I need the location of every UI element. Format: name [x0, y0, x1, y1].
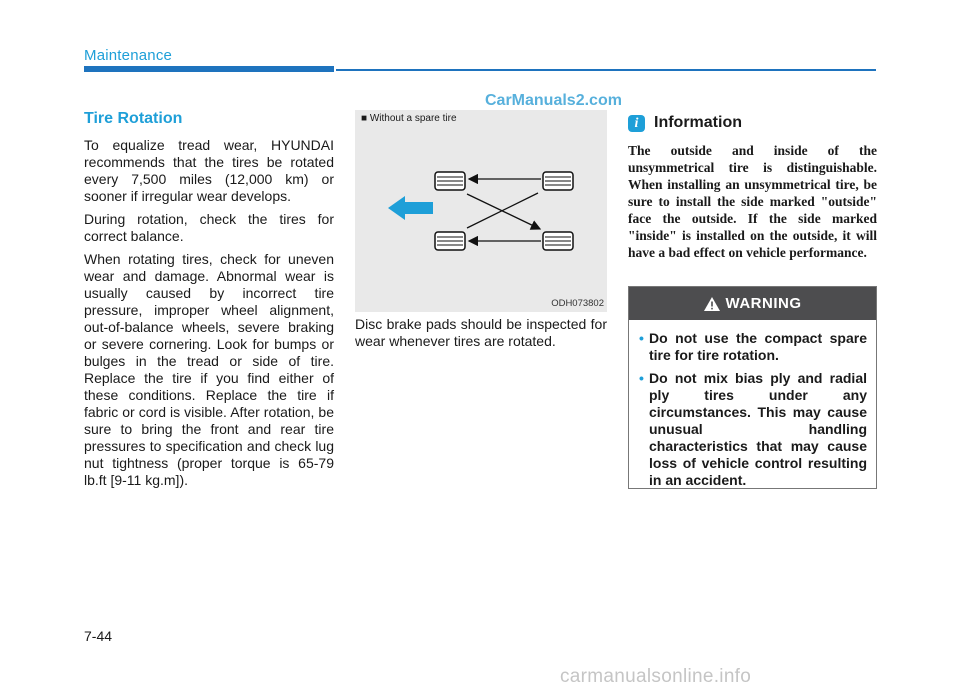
- warning-list: [629, 320, 876, 489]
- warning-label: WARNING: [725, 295, 802, 312]
- information-header: [628, 114, 877, 132]
- warning-item-text: Do not use the compact spare tire for tire rotation.: [649, 330, 867, 363]
- header-bar: [84, 66, 334, 72]
- bullet-icon: •: [639, 370, 644, 386]
- tire-rotation-diagram: [355, 110, 607, 312]
- tire-rear-right-icon: [543, 232, 573, 250]
- tire-rear-left-icon: [543, 172, 573, 190]
- bullet-icon: •: [639, 330, 644, 346]
- info-icon: i: [628, 115, 645, 132]
- warning-header: [629, 287, 876, 320]
- direction-arrow-icon: [388, 196, 433, 220]
- watermark-logo: CarManuals2.com: [485, 92, 622, 109]
- tire-rotation-paragraph-1: To equalize tread wear, HYUNDAI recommends that the tires be rotated every 7,500 miles (12,000 km) or sooner if irregular wear develops.: [84, 137, 334, 204]
- header-rule: [336, 69, 876, 71]
- information-title: Information: [654, 114, 742, 131]
- information-section: [628, 114, 877, 261]
- tire-rotation-paragraph-2: During rotation, check the tires for correct balance.: [84, 211, 334, 244]
- tire-rotation-section: [84, 110, 334, 495]
- warning-item-text: Do not mix bias ply and radial ply tires under any circumstances. This may cause unusual handling characteristics that may cause loss of vehicle control resulting in an accident.: [649, 370, 867, 488]
- tire-rotation-figure: [355, 110, 607, 312]
- warning-item-2: [639, 370, 867, 489]
- tire-front-right-icon: [435, 232, 465, 250]
- tire-rotation-paragraph-3: When rotating tires, check for uneven wear and damage. Abnormal wear is usually caused by incorrect tire pressure, improper wheel alignment, out-of-balance wheels, severe braking or severe cornering. Look for bumps or bulges in the tread or side of tire. Replace the tire if you find either of these conditions. Replace the tire if fabric or cord is visible. After rotation, be sure to bring the front and rear tire pressures to specification and check lug nut tightness (proper torque is 65-79 lb.ft [9-11 kg.m]).: [84, 251, 334, 488]
- rotation-arrows: [467, 179, 541, 241]
- section-title: Maintenance: [84, 47, 173, 64]
- page-number: 7-44: [84, 628, 113, 644]
- footer-logo: carmanualsonline.info: [560, 666, 752, 687]
- figure-caption: ■ Without a spare tire: [361, 113, 457, 124]
- tire-front-left-icon: [435, 172, 465, 190]
- tire-rotation-heading: Tire Rotation: [84, 110, 183, 127]
- information-text: The outside and inside of the unsymmetrical tire is distinguishable. When installing an unsymmetrical tire, be sure to install the side marked "outside" face the outside. If the side marked "inside" is installed on the outside, it will have a bad effect on vehicle performance.: [628, 143, 877, 260]
- warning-triangle-icon: [704, 297, 720, 311]
- warning-item-1: [639, 330, 867, 364]
- warning-box: [628, 286, 877, 489]
- brake-pad-note: Disc brake pads should be inspected for wear whenever tires are rotated.: [355, 316, 607, 349]
- figure-code: ODH073802: [551, 298, 604, 309]
